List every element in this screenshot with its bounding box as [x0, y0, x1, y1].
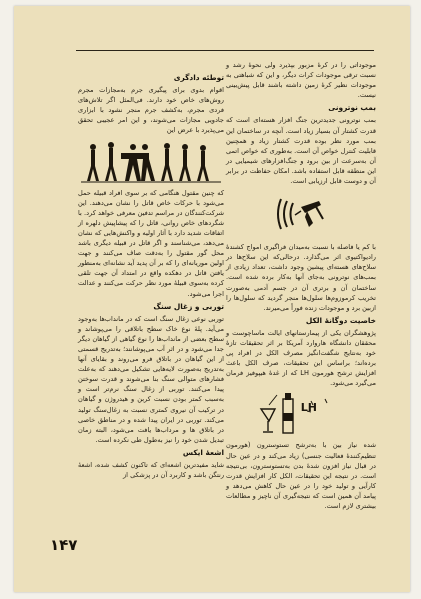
magazine-page	[14, 6, 410, 592]
justice-paragraph-2: که چنین مقتول هنگامی که بر سوی افراد قبیله حمل می‌شود با حرکات خاص قاتل را نشان می‌دهند. این شرکت‌کنندگان در مراسم تدفین معرفی خواهد کرد. با شگردهای خاص روانی، قاتل را که پیشاپیش دلهره از اتفاقات شدید دارد با آثار اولیه و واکنش‌هایی که نشان می‌دهد، می‌شناسند و اگر قاتل در قبیله دیگری باشد محل گور مقتول را به‌دقت صاف می‌کنند و جهت اولین موریانه‌ای را که بر آن پدید آید نشانه‌ای به‌منظور یافتن قاتل در دهکده واقع در امتداد آن جهت تلقی کرده به‌سوی قبیلهٔ مورد نظر حرکت می‌کنند و عدالت اجرا می‌شود.	[78, 188, 224, 298]
peat-heading: توربی و زغال سنگ	[153, 301, 224, 311]
left-column	[78, 70, 224, 480]
intro-paragraph: موجوداتی را در کرهٔ مزبور بپذیرد ولی نحوهٔ رشد و نسبت ترقی موجودات کرات دیگر، و این که شباهتی به موجودات نظیر کرهٔ زمین داشته باشند قابل پیش‌بینی نیست.	[226, 61, 376, 100]
neutron-bomb-paragraph-2: با کم یا فاصله با نسبت به‌میدان فراگیری امواج کشندهٔ رادیواکتیوی اثر می‌گذارد. درحالی‌که این سلاح‌ها در سلاح‌های هسته‌ای پیشین وجود داشت، تعداد زیادی از بمب‌های نوترونی به‌جای آنها به‌کار برده شده است. ساختمان آن و برتری آن در جسم آدمی به‌صورت تخریب کرموزوم‌ها سلول‌ها منجر گردید که سلول‌ها را ازبین برد و موجودات زنده فوراً می‌میرند.	[226, 243, 376, 312]
top-rule	[76, 50, 374, 51]
alcohol-paragraph-2: شده نیاز بین با به‌ترشح تستوسترون (هورمون تنظیم‌کنندهٔ فعالیت جنسی) زیاد می‌کند و در عین حال در قبال نیاز افزون شدهٔ بدن به‌تستوسترون، بی‌نتیجه است. در نتیجه این تحقیقات، الکل کار افزایش قدرت کارآیی و تولید خود را در عین حال کاهش می‌دهد و پیامد آن همین است که نتیجه‌گیری آن ناچیز و مطالعات بیشتری لازم است.	[226, 441, 376, 510]
peat-paragraph: توربی نوعی زغال سنگ است که در مانداب‌ها به‌وجود می‌آید. پلهٔ نوع خاک سطح باتلاقی را می‌پوشاند و سطح بعضی از مانداب‌ها را نوع گیاهی از گیاهان دیگر جدا می‌شود و در اثر آب می‌پوشانند؛ به‌تدریج قسمتی از این گیاهان در باتلاق فرو می‌روند و بقایای آنها به‌تدریج به‌صورت لایه‌هایی تشکیل می‌دهند که به‌علت فشارهای متوالی سنگ بنا می‌شوند و قدرت سوختن پیدا می‌کنند. توربی از زغال سنگ نرم‌تر است و به‌سبب کمتر بودن نسبت کربن و هیدروژن و گیاهان در ترکیب آن نیروی کمتری نسبت به زغال‌سنگ تولید می‌کند. توربی در ایران پیدا شده و در مناطق خاصی در باتلاق ها و مرداب‌ها یافت می‌شود، البته زمان تبدیل شدن خود را نیز به‌طول طی نکرده است.	[78, 314, 224, 444]
page-number: ۱۴۷	[50, 536, 78, 554]
tribe-illustration	[81, 139, 221, 185]
lh-label: LH	[300, 401, 317, 415]
neutron-bomb-heading: بمب نوترونی	[328, 103, 376, 113]
justice-paragraph: اقوام بدوی برای پیگیری جرم به‌مجازات مجرم روش‌های خاص خود دارند. فی‌المثل اگر تلاش‌های فردی مجرم، به‌کشف جرم منجر نشود با ابزاری جادویی مجازات می‌شوند، و این امر عجیبی تحقق می‌پذیرد با عرض این	[78, 86, 224, 135]
xray-paragraph: شاید مفیدترین اشعه‌ای که تاکنون کشف شده، اشعهٔ رنتگن باشد و کاربرد آن در پزشکی از	[78, 461, 224, 480]
neutron-bomb-illustration	[271, 189, 331, 239]
xray-heading: اشعهٔ ایکس	[182, 447, 224, 457]
justice-heading: توطئه دادگری	[173, 73, 224, 82]
neutron-bomb-paragraph: بمب نوترونی جدیدترین جنگ افزار هسته‌ای است که قدرت کشتار آن بسیار زیاد است. آنچه در ساختمان این بمب مورد نظر بوده قدرت کشتار زیاد و همچنین قابلیت کنترل خواص آن است. به‌طوری که خواص اتمی آن به‌سرعت از بین برود و جنگ‌افزارهای شیمیایی در این منطقه قابل استفاده باشد. امکان حفاظت در برابر آن و دوست قابل ارزیابی است.	[226, 116, 376, 186]
alcohol-heading: خاصیت دوگانهٔ الکل	[305, 315, 376, 325]
alcohol-illustration	[255, 391, 347, 437]
alcohol-paragraph: پژوهشگران یکی از پیمارستانهای ایالت ماساچوست و محققان دانشگاه هاروارد آمریکا بر اثر تحقیقات تازهٔ خود به‌نتایج شگفت‌انگیز مصرف الکل در افراد پی برده‌اند؛ براساس این تحقیقات، صرف الکل باعث افزایش ترشح هورمون LH که از غدهٔ هیپوفیز فرمان می‌گیرد می‌شود.	[226, 328, 376, 388]
right-column	[226, 60, 376, 511]
